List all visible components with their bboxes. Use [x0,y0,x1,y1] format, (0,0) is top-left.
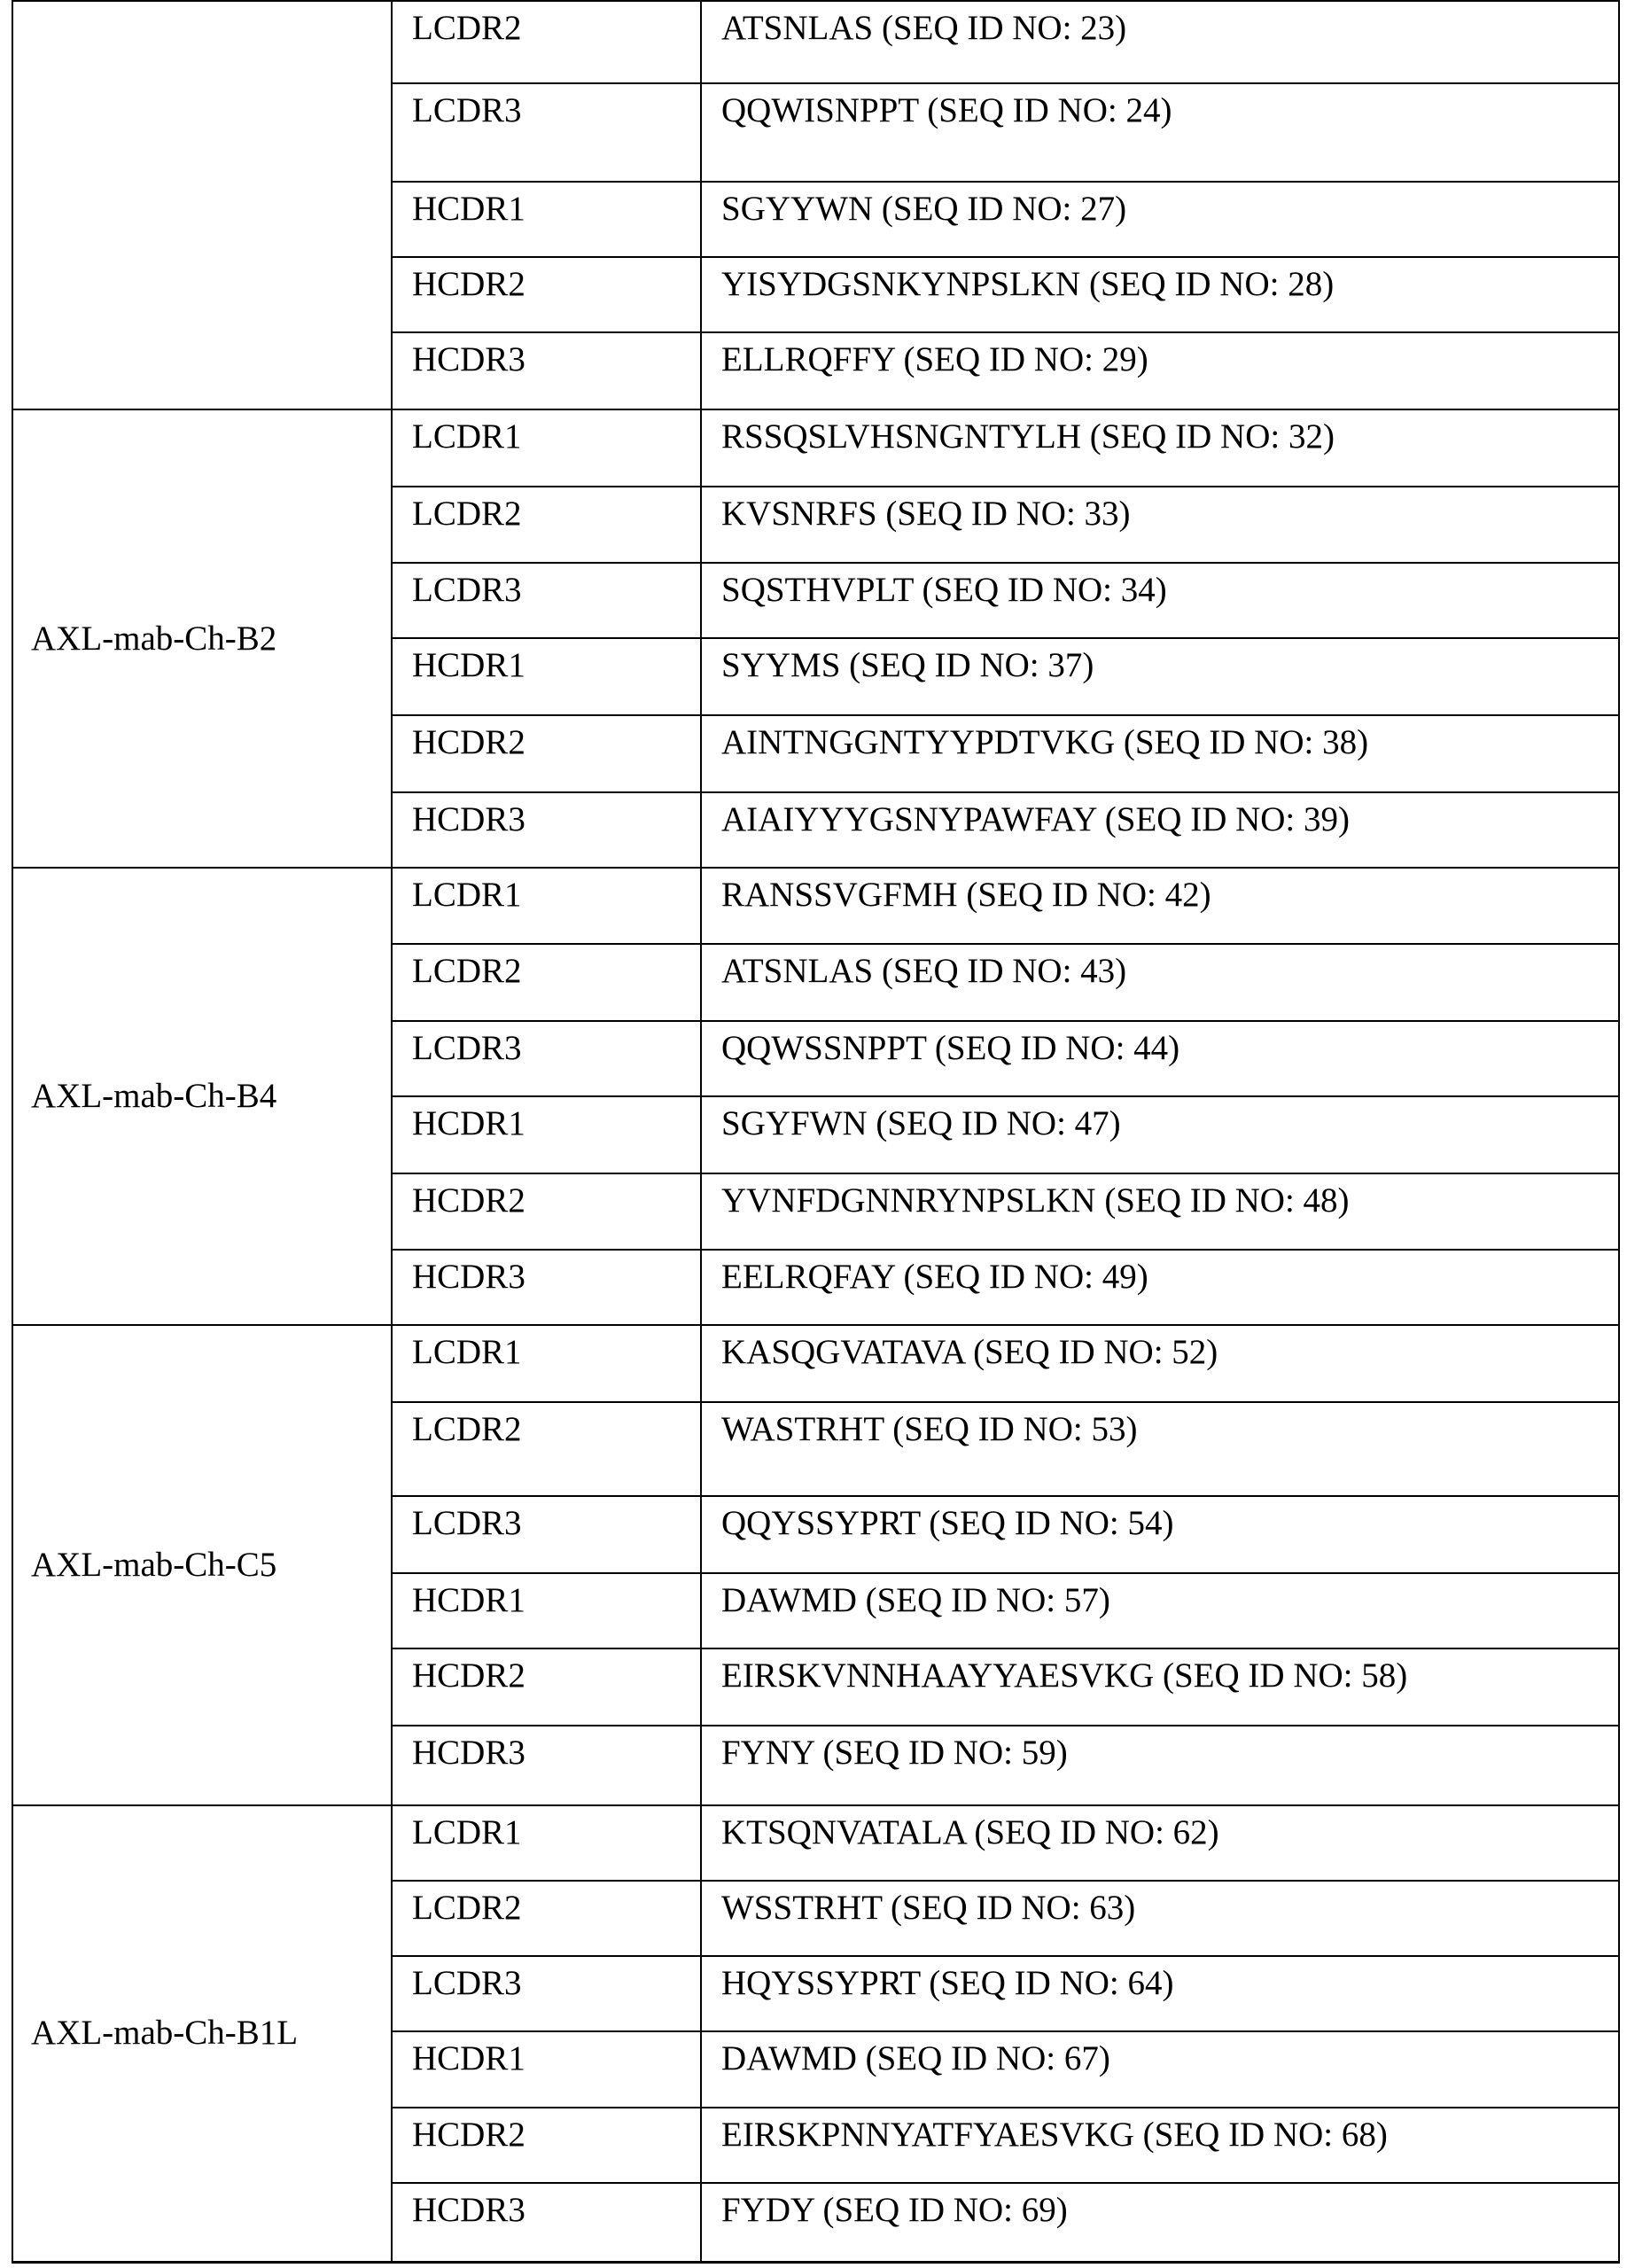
cdr-sequence-table [12,0,1620,2264]
cdr-label-cell: HCDR3 [392,1726,701,1805]
sequence-cell: EIRSKVNNHAAYYAESVKG (SEQ ID NO: 58) [701,1648,1619,1726]
sequence-cell: FYNY (SEQ ID NO: 59) [701,1726,1619,1805]
cdr-label-cell: LCDR1 [392,1805,701,1881]
cdr-label-cell: LCDR2 [392,1881,701,1956]
cdr-label-cell: LCDR2 [392,1402,701,1496]
sequence-cell: KASQGVATAVA (SEQ ID NO: 52) [701,1325,1619,1402]
cdr-label-cell: LCDR3 [392,83,701,182]
table-row [12,1,1619,83]
sequence-cell: EELRQFAY (SEQ ID NO: 49) [701,1250,1619,1325]
sequence-cell: SYYMS (SEQ ID NO: 37) [701,638,1619,715]
cdr-label-cell: LCDR3 [392,1956,701,2031]
sequence-cell: AIAIYYYGSNYPAWFAY (SEQ ID NO: 39) [701,792,1619,868]
antibody-name-cell [12,1,392,409]
cdr-label-cell: HCDR2 [392,1648,701,1726]
cdr-label-cell: HCDR2 [392,257,701,332]
sequence-cell: WASTRHT (SEQ ID NO: 53) [701,1402,1619,1496]
sequence-cell: AINTNGGNTYYPDTVKG (SEQ ID NO: 38) [701,715,1619,792]
cdr-label-cell: HCDR3 [392,332,701,409]
cdr-label-cell: HCDR1 [392,2031,701,2108]
antibody-name-cell: AXL-mab-Ch-B1L [12,1805,392,2262]
sequence-cell: WSSTRHT (SEQ ID NO: 63) [701,1881,1619,1956]
sequence-cell: SGYFWN (SEQ ID NO: 47) [701,1096,1619,1173]
cdr-label-cell: HCDR3 [392,2183,701,2262]
sequence-cell: KTSQNVATALA (SEQ ID NO: 62) [701,1805,1619,1881]
cdr-label-cell: LCDR1 [392,868,701,944]
cdr-label-cell: LCDR2 [392,1,701,83]
sequence-cell: HQYSSYPRT (SEQ ID NO: 64) [701,1956,1619,2031]
sequence-cell: QQWSSNPPT (SEQ ID NO: 44) [701,1021,1619,1096]
sequence-cell: EIRSKPNNYATFYAESVKG (SEQ ID NO: 68) [701,2108,1619,2183]
sequence-cell: ATSNLAS (SEQ ID NO: 23) [701,1,1619,83]
sequence-cell: YVNFDGNNRYNPSLKN (SEQ ID NO: 48) [701,1173,1619,1250]
sequence-cell: ELLRQFFY (SEQ ID NO: 29) [701,332,1619,409]
cdr-label-cell: LCDR1 [392,409,701,487]
sequence-cell: QQYSSYPRT (SEQ ID NO: 54) [701,1496,1619,1573]
table-row [12,1325,1619,1402]
sequence-cell: RSSQSLVHSNGNTYLH (SEQ ID NO: 32) [701,409,1619,487]
cdr-label-cell: HCDR1 [392,1096,701,1173]
sequence-cell: RANSSVGFMH (SEQ ID NO: 42) [701,868,1619,944]
cdr-label-cell: HCDR3 [392,1250,701,1325]
cdr-label-cell: HCDR1 [392,638,701,715]
cdr-label-cell: HCDR2 [392,1173,701,1250]
cdr-label-cell: HCDR1 [392,1573,701,1648]
cdr-label-cell: LCDR3 [392,1496,701,1573]
antibody-name-cell: AXL-mab-Ch-C5 [12,1325,392,1805]
cdr-label-cell: HCDR1 [392,182,701,257]
sequence-cell: SQSTHVPLT (SEQ ID NO: 34) [701,563,1619,638]
sequence-cell: ATSNLAS (SEQ ID NO: 43) [701,944,1619,1021]
cdr-label-cell: HCDR2 [392,2108,701,2183]
table-row [12,868,1619,944]
cdr-label-cell: HCDR2 [392,715,701,792]
sequence-cell: DAWMD (SEQ ID NO: 67) [701,2031,1619,2108]
cdr-label-cell: HCDR3 [392,792,701,868]
table-row [12,409,1619,487]
cdr-label-cell: LCDR3 [392,563,701,638]
sequence-cell: YISYDGSNKYNPSLKN (SEQ ID NO: 28) [701,257,1619,332]
sequence-cell: FYDY (SEQ ID NO: 69) [701,2183,1619,2262]
sequence-cell: SGYYWN (SEQ ID NO: 27) [701,182,1619,257]
cdr-label-cell: LCDR1 [392,1325,701,1402]
cdr-label-cell: LCDR2 [392,487,701,563]
table-row [12,1805,1619,1881]
sequence-cell: KVSNRFS (SEQ ID NO: 33) [701,487,1619,563]
cdr-label-cell: LCDR2 [392,944,701,1021]
sequence-cell: DAWMD (SEQ ID NO: 57) [701,1573,1619,1648]
antibody-name-cell: AXL-mab-Ch-B4 [12,868,392,1325]
cdr-label-cell: LCDR3 [392,1021,701,1096]
sequence-cell: QQWISNPPT (SEQ ID NO: 24) [701,83,1619,182]
antibody-name-cell: AXL-mab-Ch-B2 [12,409,392,868]
